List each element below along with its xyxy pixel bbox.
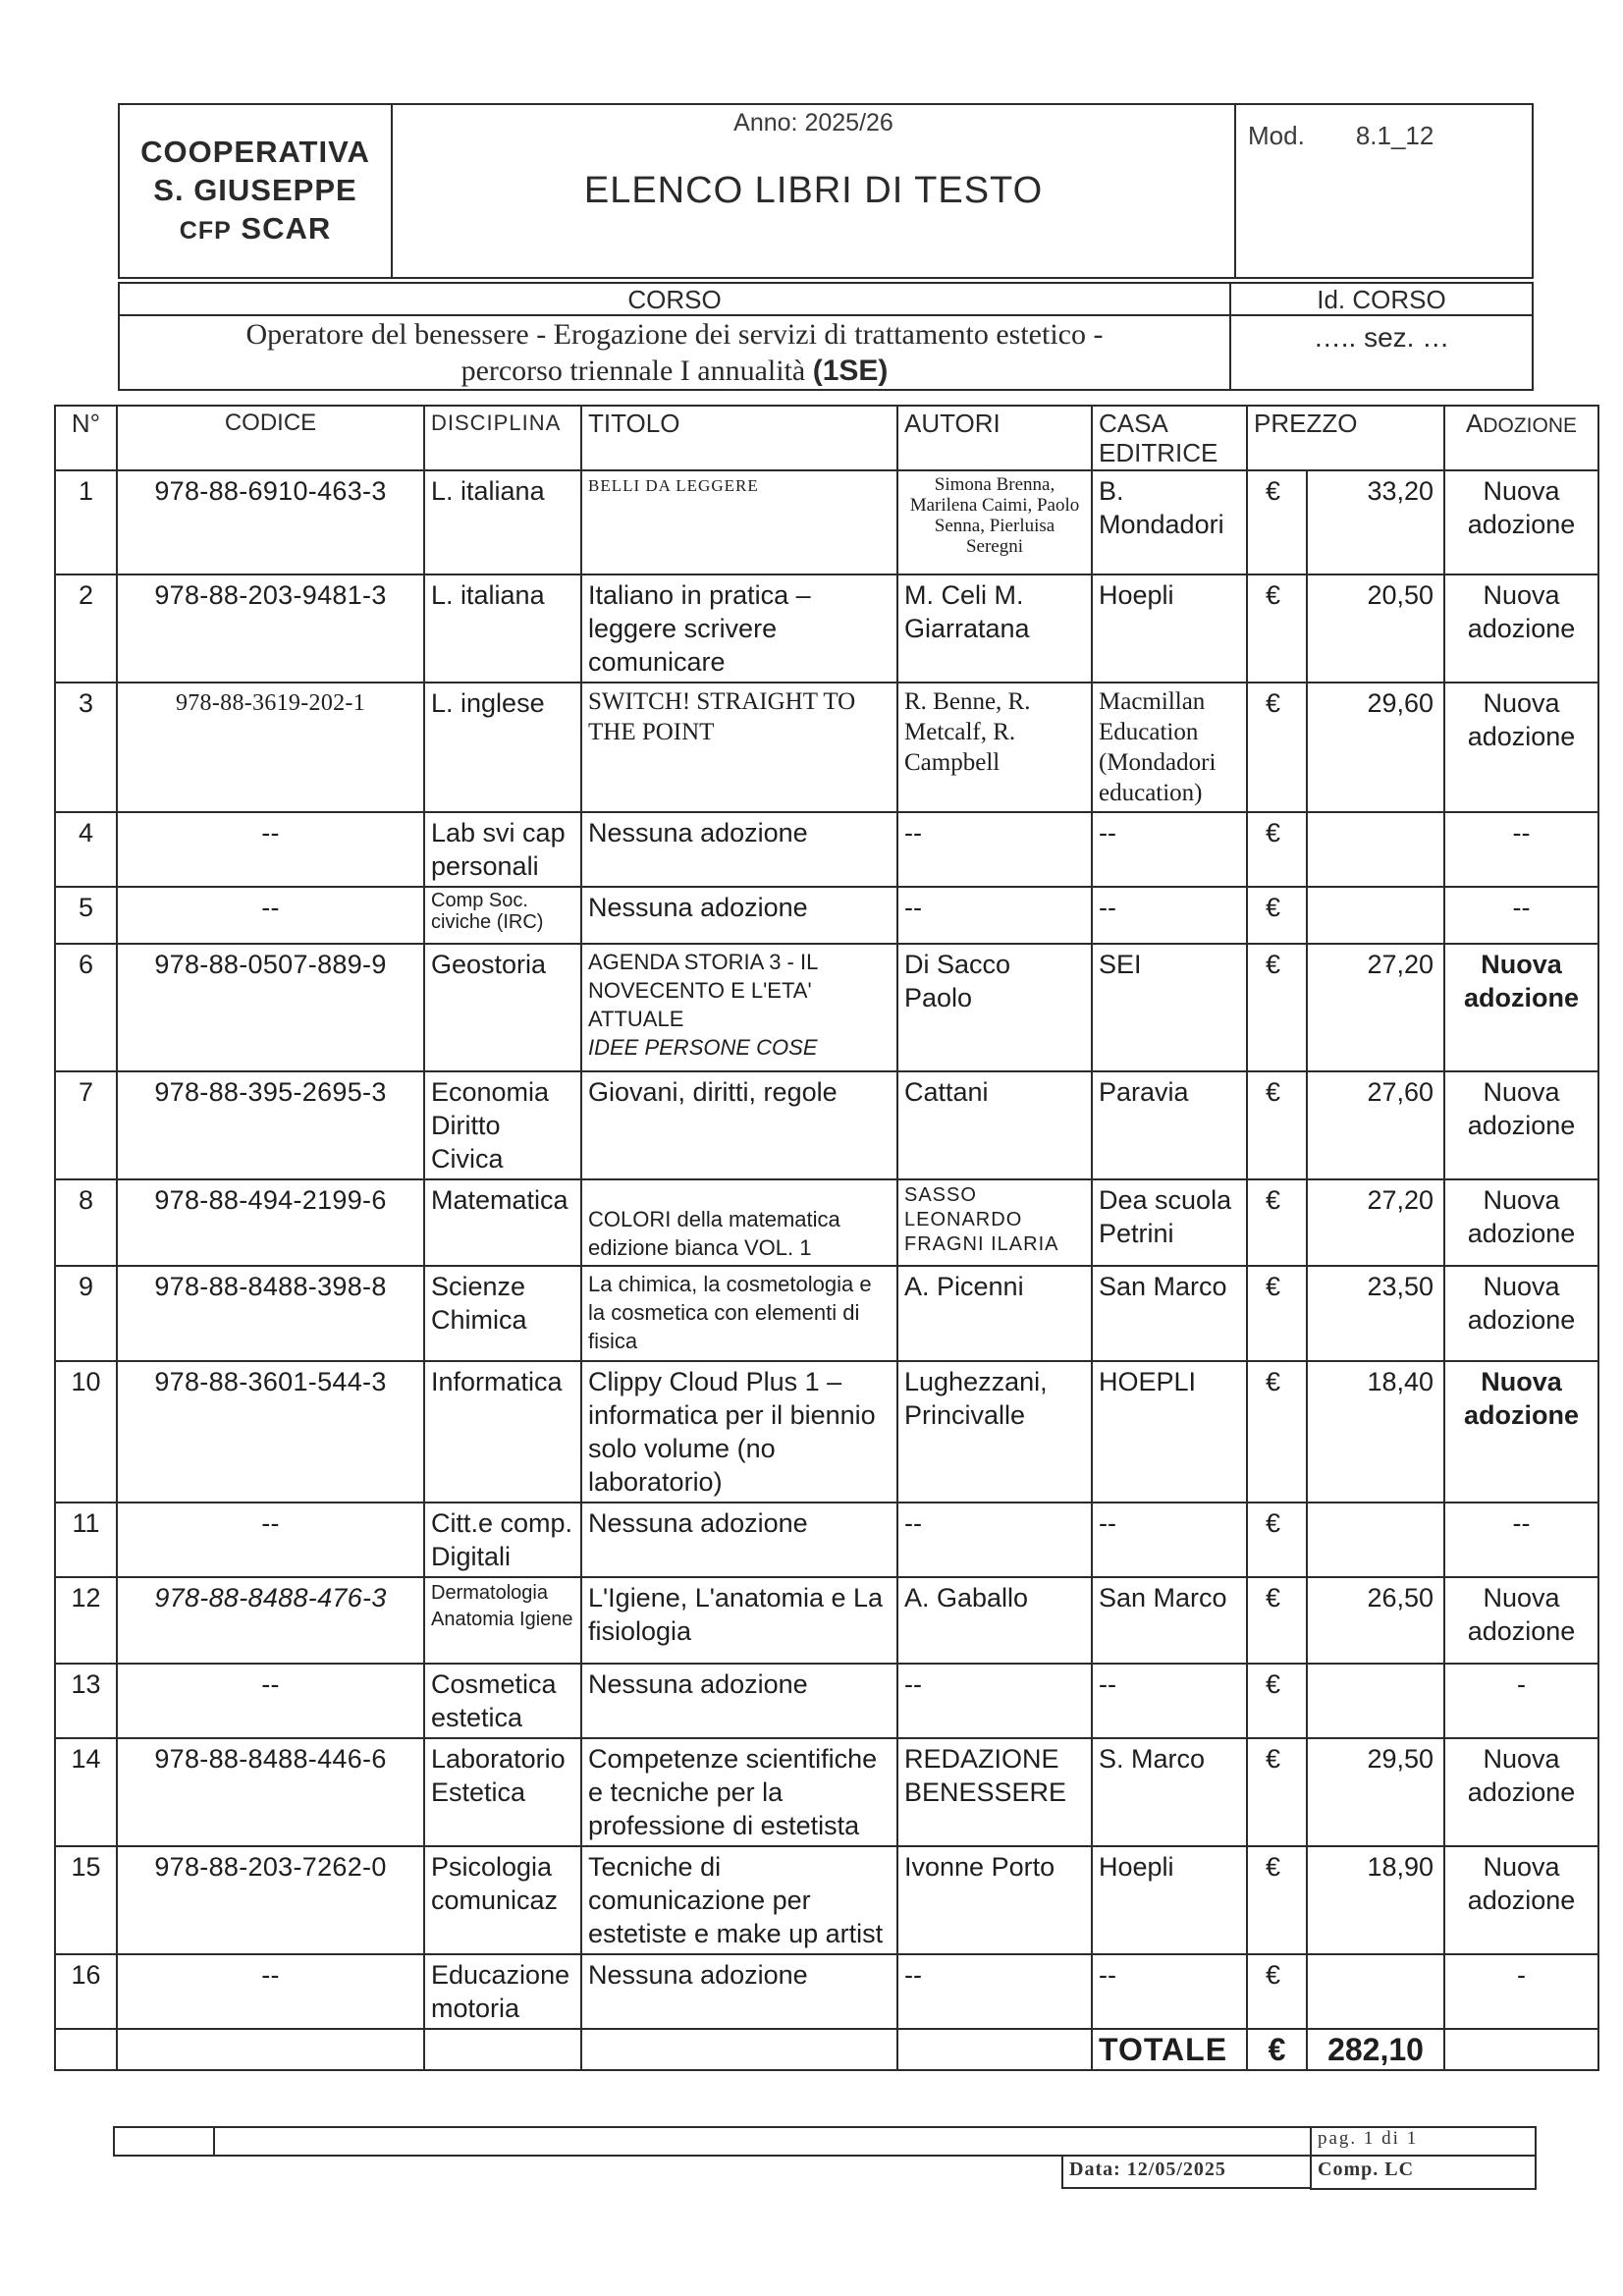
table-cell	[114, 2156, 1311, 2189]
adoption-status: Nuova adozione	[1444, 1738, 1598, 1846]
book-price: 29,60	[1307, 683, 1444, 812]
adoption-status: --	[1444, 1503, 1598, 1577]
adoption-status: -	[1444, 1664, 1598, 1738]
table-cell: DOZIONE	[1483, 414, 1578, 437]
authors: Ivonne Porto	[897, 1846, 1092, 1954]
org-line1: COOPERATIVA	[140, 134, 370, 169]
table-cell: A	[1466, 409, 1484, 438]
table-cell	[897, 2029, 1092, 2070]
book-price: 27,60	[1307, 1071, 1444, 1179]
row-number: 12	[55, 1577, 117, 1664]
table-cell	[55, 2029, 117, 2070]
subject: Informatica	[424, 1361, 581, 1503]
book-code: 978-88-8488-446-6	[117, 1738, 424, 1846]
total-value: 282,10	[1307, 2029, 1444, 2070]
book-title: Giovani, diritti, regole	[581, 1071, 897, 1179]
subject: Scienze Chimica	[424, 1266, 581, 1361]
table-row	[55, 1071, 1598, 1179]
book-title: L'Igiene, L'anatomia e La fisiologia	[581, 1577, 897, 1664]
course-label: CORSO	[119, 283, 1230, 315]
total-label: TOTALE	[1092, 2029, 1247, 2070]
authors: --	[897, 1954, 1092, 2029]
adoption-status: --	[1444, 887, 1598, 944]
book-title: Italiano in pratica – leggere scrivere comunicare	[581, 574, 897, 683]
subject: Geostoria	[424, 944, 581, 1071]
publisher: Paravia	[1092, 1071, 1247, 1179]
price-currency: €	[1247, 1361, 1307, 1503]
book-code: 978-88-203-7262-0	[117, 1846, 424, 1954]
book-title: COLORI della matematica edizione bianca VOL. 1	[581, 1179, 897, 1266]
row-number: 1	[55, 470, 117, 574]
price-currency: €	[1247, 887, 1307, 944]
book-code: 978-88-3601-544-3	[117, 1361, 424, 1503]
subject: Laboratorio Estetica	[424, 1738, 581, 1846]
book-code: 978-88-203-9481-3	[117, 574, 424, 683]
table-row	[55, 944, 1598, 1071]
book-title: Nessuna adozione	[581, 1954, 897, 2029]
table-cell	[581, 2029, 897, 2070]
table-row	[55, 1179, 1598, 1266]
price-currency: €	[1247, 812, 1307, 887]
price-currency: €	[1247, 574, 1307, 683]
authors: Di Sacco Paolo	[897, 944, 1092, 1071]
col-disciplina: DISCIPLINA	[424, 406, 581, 470]
publisher: B. Mondadori	[1092, 470, 1247, 574]
price-currency: €	[1247, 944, 1307, 1071]
authors: --	[897, 887, 1092, 944]
document-date: Data: 12/05/2025	[1062, 2157, 1310, 2188]
subject: L. italiana	[424, 574, 581, 683]
table-row	[55, 1664, 1598, 1738]
book-code: --	[117, 1954, 424, 2029]
adoption-status: Nuova adozione	[1444, 470, 1598, 574]
table-row	[55, 683, 1598, 812]
table-row	[55, 574, 1598, 683]
adoption-status: Nuova adozione	[1444, 1071, 1598, 1179]
book-title: Nessuna adozione	[581, 812, 897, 887]
book-price	[1307, 1954, 1444, 2029]
table-row	[55, 1577, 1598, 1664]
organization-name	[119, 104, 392, 278]
org-cfp: CFP	[179, 216, 232, 245]
book-title: Competenze scientifiche e tecniche per la professione di estetista	[581, 1738, 897, 1846]
row-number: 16	[55, 1954, 117, 2029]
subject: Dermatologia Anatomia Igiene	[424, 1577, 581, 1664]
subject: Lab svi cap personali	[424, 812, 581, 887]
adoption-status: Nuova adozione	[1444, 683, 1598, 812]
document-header	[118, 103, 1534, 279]
price-currency: €	[1247, 1179, 1307, 1266]
book-code: 978-88-6910-463-3	[117, 470, 424, 574]
table-row	[55, 1954, 1598, 2029]
publisher: --	[1092, 887, 1247, 944]
page-footer	[113, 2126, 1537, 2190]
book-code: 978-88-8488-476-3	[117, 1577, 424, 1664]
row-number: 14	[55, 1738, 117, 1846]
book-price: 26,50	[1307, 1577, 1444, 1664]
document-title: ELENCO LIBRI DI TESTO	[583, 170, 1044, 211]
adoption-status: Nuova adozione	[1444, 1577, 1598, 1664]
price-currency: €	[1247, 1664, 1307, 1738]
table-row	[55, 470, 1598, 574]
table-cell	[1444, 2029, 1598, 2070]
table-cell	[214, 2127, 1311, 2156]
publisher: --	[1092, 1664, 1247, 1738]
book-price: 23,50	[1307, 1266, 1444, 1361]
col-prezzo: PREZZO	[1247, 406, 1444, 470]
table-cell	[117, 2029, 424, 2070]
table-cell	[114, 2127, 214, 2156]
price-currency: €	[1247, 1503, 1307, 1577]
book-title: Nessuna adozione	[581, 1503, 897, 1577]
book-price: 18,90	[1307, 1846, 1444, 1954]
org-scar: SCAR	[241, 210, 332, 246]
table-cell	[424, 2029, 581, 2070]
book-price: 27,20	[1307, 944, 1444, 1071]
subject: Matematica	[424, 1179, 581, 1266]
publisher: SEI	[1092, 944, 1247, 1071]
table-row	[55, 1361, 1598, 1503]
col-titolo: TITOLO	[581, 406, 897, 470]
book-price: 27,20	[1307, 1179, 1444, 1266]
book-code: 978-88-395-2695-3	[117, 1071, 424, 1179]
book-title	[581, 944, 897, 1071]
book-list-table	[54, 405, 1599, 2071]
row-number: 7	[55, 1071, 117, 1179]
authors: A. Gaballo	[897, 1577, 1092, 1664]
course-code: (1SE)	[812, 355, 889, 387]
price-currency: €	[1247, 1954, 1307, 2029]
book-code: --	[117, 887, 424, 944]
subject: L. inglese	[424, 683, 581, 812]
page-number: pag. 1 di 1	[1311, 2127, 1536, 2156]
subject: L. italiana	[424, 470, 581, 574]
table-row	[55, 1503, 1598, 1577]
price-currency: €	[1247, 1266, 1307, 1361]
publisher: Hoepli	[1092, 574, 1247, 683]
book-code: 978-88-8488-398-8	[117, 1266, 424, 1361]
compiler: Comp. LC	[1311, 2156, 1536, 2189]
book-code: --	[117, 1503, 424, 1577]
book-code: 978-88-494-2199-6	[117, 1179, 424, 1266]
authors: --	[897, 812, 1092, 887]
col-adozione	[1444, 406, 1598, 470]
publisher: HOEPLI	[1092, 1361, 1247, 1503]
book-title: Nessuna adozione	[581, 887, 897, 944]
adoption-status: Nuova adozione	[1444, 1266, 1598, 1361]
publisher: Dea scuola Petrini	[1092, 1179, 1247, 1266]
authors: Cattani	[897, 1071, 1092, 1179]
book-title: SWITCH! STRAIGHT TO THE POINT	[581, 683, 897, 812]
module-code	[1235, 104, 1533, 278]
authors: R. Benne, R. Metcalf, R. Campbell	[897, 683, 1092, 812]
publisher: --	[1092, 1503, 1247, 1577]
book-title: La chimica, la cosmetologia e la cosmetica con elementi di fisica	[581, 1266, 897, 1361]
table-cell	[120, 209, 391, 250]
course-name	[119, 315, 1230, 390]
mod-value: 8.1_12	[1355, 121, 1434, 150]
table-row	[55, 812, 1598, 887]
row-number: 6	[55, 944, 117, 1071]
price-currency: €	[1247, 1738, 1307, 1846]
price-currency: €	[1247, 1071, 1307, 1179]
table-cell	[114, 2157, 1310, 2189]
table-cell: IDEE PERSONE COSE	[588, 1035, 818, 1060]
col-codice: CODICE	[117, 406, 424, 470]
row-number: 5	[55, 887, 117, 944]
book-code: --	[117, 1664, 424, 1738]
total-row	[55, 2029, 1598, 2070]
row-number: 9	[55, 1266, 117, 1361]
book-title: Tecniche di comunicazione per estetiste e make up artist	[581, 1846, 897, 1954]
table-cell	[120, 353, 1229, 389]
title-cell	[392, 104, 1235, 278]
adoption-status: -	[1444, 1954, 1598, 2029]
row-number: 15	[55, 1846, 117, 1954]
adoption-status: --	[1444, 812, 1598, 887]
authors: Simona Brenna, Marilena Caimi, Paolo Senna, Pierluisa Seregni	[897, 470, 1092, 574]
price-currency: €	[1247, 1846, 1307, 1954]
adoption-status: Nuova adozione	[1444, 944, 1598, 1071]
book-price	[1307, 812, 1444, 887]
book-price: 18,40	[1307, 1361, 1444, 1503]
table-header-row	[55, 406, 1598, 470]
course-box	[118, 282, 1534, 391]
table-cell: AGENDA STORIA 3 - IL NOVECENTO E L'ETA' ATTUALE	[588, 950, 818, 1031]
org-line2: S. GIUSEPPE	[153, 172, 357, 207]
book-code: --	[117, 812, 424, 887]
authors: Lughezzani, Princivalle	[897, 1361, 1092, 1503]
row-number: 11	[55, 1503, 117, 1577]
publisher: S. Marco	[1092, 1738, 1247, 1846]
subject: Citt.e comp. Digitali	[424, 1503, 581, 1577]
authors: SASSO LEONARDO FRAGNI ILARIA	[897, 1179, 1092, 1266]
publisher: San Marco	[1092, 1577, 1247, 1664]
row-number: 13	[55, 1664, 117, 1738]
publisher: San Marco	[1092, 1266, 1247, 1361]
publisher: --	[1092, 812, 1247, 887]
col-casa: CASA EDITRICE	[1092, 406, 1247, 470]
adoption-status: Nuova adozione	[1444, 574, 1598, 683]
subject: Psicologia comunicaz	[424, 1846, 581, 1954]
course-id-label: Id. CORSO	[1230, 283, 1533, 315]
adoption-status: Nuova adozione	[1444, 1179, 1598, 1266]
authors: M. Celi M. Giarratana	[897, 574, 1092, 683]
authors: REDAZIONE BENESSERE	[897, 1738, 1092, 1846]
table-row	[55, 1266, 1598, 1361]
table-row	[55, 1846, 1598, 1954]
book-price	[1307, 1664, 1444, 1738]
row-number: 3	[55, 683, 117, 812]
book-code: 978-88-0507-889-9	[117, 944, 424, 1071]
subject: Economia Diritto Civica	[424, 1071, 581, 1179]
total-currency: €	[1247, 2029, 1307, 2070]
book-title: BELLI DA LEGGERE	[581, 470, 897, 574]
row-number: 4	[55, 812, 117, 887]
subject: Educazione motoria	[424, 1954, 581, 2029]
book-title: Nessuna adozione	[581, 1664, 897, 1738]
course-name-line2: percorso triennale I annualità	[460, 355, 806, 387]
book-price: 33,20	[1307, 470, 1444, 574]
publisher: Macmillan Education (Mondadori education)	[1092, 683, 1247, 812]
course-section: ….. sez. …	[1230, 315, 1533, 390]
table-row	[55, 887, 1598, 944]
authors: A. Picenni	[897, 1266, 1092, 1361]
publisher: --	[1092, 1954, 1247, 2029]
price-currency: €	[1247, 1577, 1307, 1664]
row-number: 10	[55, 1361, 117, 1503]
school-year: Anno: 2025/26	[733, 109, 893, 137]
mod-label: Mod.	[1248, 121, 1305, 150]
price-currency: €	[1247, 683, 1307, 812]
publisher: Hoepli	[1092, 1846, 1247, 1954]
authors: --	[897, 1664, 1092, 1738]
subject: Cosmetica estetica	[424, 1664, 581, 1738]
book-price: 29,50	[1307, 1738, 1444, 1846]
book-price: 20,50	[1307, 574, 1444, 683]
course-name-line1: Operatore del benessere - Erogazione dei servizi di trattamento estetico -	[245, 318, 1104, 351]
book-code: 978-88-3619-202-1	[117, 683, 424, 812]
row-number: 2	[55, 574, 117, 683]
book-title: Clippy Cloud Plus 1 – informatica per il biennio solo volume (no laboratorio)	[581, 1361, 897, 1503]
table-row	[55, 1738, 1598, 1846]
adoption-status: Nuova adozione	[1444, 1846, 1598, 1954]
book-price	[1307, 887, 1444, 944]
table-cell	[114, 2157, 1062, 2188]
adoption-status: Nuova adozione	[1444, 1361, 1598, 1503]
col-autori: AUTORI	[897, 406, 1092, 470]
row-number: 8	[55, 1179, 117, 1266]
book-price	[1307, 1503, 1444, 1577]
subject: Comp Soc. civiche (IRC)	[424, 887, 581, 944]
col-n: N°	[55, 406, 117, 470]
price-currency: €	[1247, 470, 1307, 574]
authors: --	[897, 1503, 1092, 1577]
